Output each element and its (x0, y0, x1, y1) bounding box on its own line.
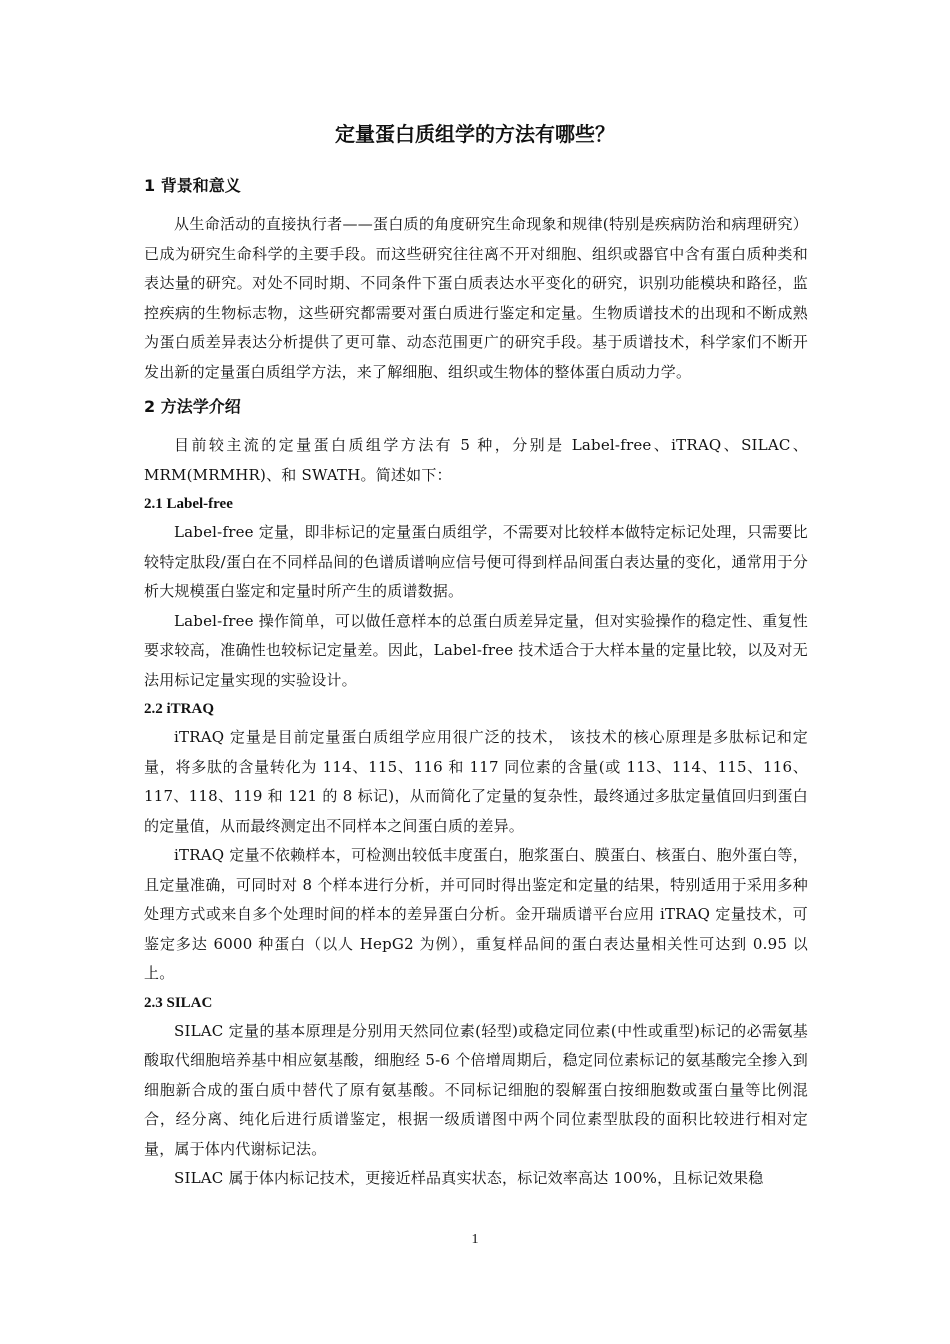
subsection-heading-label-free: 2.1 Label-free (144, 496, 233, 512)
section-heading-methods: 2 方法学介绍 (144, 397, 241, 416)
document-body (144, 168, 808, 1194)
paragraph-methods-intro: 目前较主流的定量蛋白质组学方法有 5 种，分别是 Label-free、iTRAQ、SILAC、MRM(MRMHR)、和 SWATH。简述如下： (144, 436, 808, 484)
paragraph-silac-1: SILAC 定量的基本原理是分别用天然同位素(轻型)或稳定同位素(中性或重型)标记的必需氨基酸取代细胞培养基中相应氨基酸，细胞经 5-6 个倍增周期后，稳定同位素标记的氨基酸完全掺入到细胞新合成的蛋白质中替代了原有氨基酸。不同标记细胞的裂解蛋白按细胞数或蛋白量等比例混合，经分离、纯化后进行质谱鉴定，根据一级质谱图中两个同位素型肽段的面积比较进行相对定量，属于体内代谢标记法。 (144, 1021, 808, 1158)
page-number: 1 (471, 1232, 479, 1247)
paragraph-label-free-1: Label-free 定量，即非标记的定量蛋白质组学，不需要对比较样本做特定标记处理，只需要比较特定肽段/蛋白在不同样品间的色谱质谱响应信号便可得到样品间蛋白表达量的变化，通常用于分析大规模蛋白鉴定和定量时所产生的质谱数据。 (144, 523, 808, 600)
subsection-heading-itraq: 2.2 iTRAQ (144, 701, 215, 717)
paragraph-label-free-2: Label-free 操作简单，可以做任意样本的总蛋白质差异定量，但对实验操作的稳定性、重复性要求较高，准确性也较标记定量差。因此，Label-free 技术适合于大样本量的定量比较，以及对无法用标记定量实现的实验设计。 (144, 611, 808, 689)
paragraph-silac-2: SILAC 属于体内标记技术，更接近样品真实状态，标记效率高达 100%，且标记效果稳 (174, 1169, 764, 1187)
paragraph-itraq-2: iTRAQ 定量不依赖样本，可检测出较低丰度蛋白，胞浆蛋白、膜蛋白、核蛋白、胞外蛋白等，且定量准确，可同时对 8 个样本进行分析，并可同时得出鉴定和定量的结果，特别适用于采用多种处理方式或来自多个处理时间的样本的差异蛋白分析。金开瑞质谱平台应用 iTRAQ 定量技术，可鉴定多达 6000 种蛋白（以人 HepG2 为例），重复样品间的蛋白表达量相关性可达到 0.95 以上。 (144, 846, 808, 982)
paragraph-background: 从生命活动的直接执行者——蛋白质的角度研究生命现象和规律(特别是疾病防治和病理研究）已成为研究生命科学的主要手段。而这些研究往往离不开对细胞、组织或器官中含有蛋白质种类和表达量的研究。对处不同时期、不同条件下蛋白质表达水平变化的研究，识别功能模块和路径，监控疾病的生物标志物，这些研究都需要对蛋白质进行鉴定和定量。生物质谱技术的出现和不断成熟为蛋白质差异表达分析提供了更可靠、动态范围更广的研究手段。基于质谱技术，科学家们不断开发出新的定量蛋白质组学方法，来了解细胞、组织或生物体的整体蛋白质动力学。 (144, 215, 808, 381)
page-title: 定量蛋白质组学的方法有哪些？ (335, 122, 615, 146)
subsection-heading-silac: 2.3 SILAC (144, 994, 213, 1011)
section-heading-background: 1 背景和意义 (144, 176, 241, 195)
paragraph-itraq-1: iTRAQ 定量是目前定量蛋白质组学应用很广泛的技术， 该技术的核心原理是多肽标记和定量，将多肽的含量转化为 114、115、116 和 117 同位素的含量(或 113、114、115、116、117、118、119 和 121 的 8 标记)，从而简化了定量的复杂性，最终通过多肽定量值回归到蛋白的定量值，从而最终测定出不同样本之间蛋白质的差异。 (144, 728, 808, 835)
